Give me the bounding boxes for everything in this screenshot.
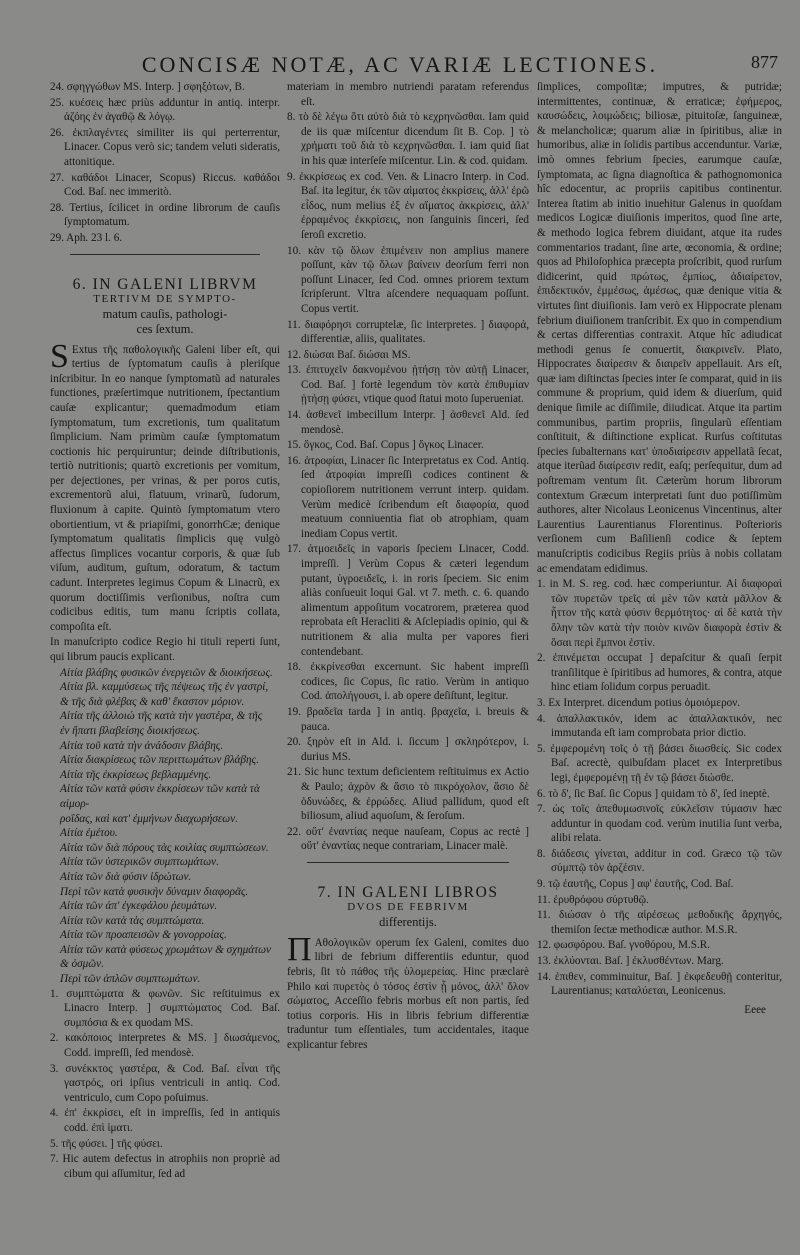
greek-line: Αἰτία βλ. καμμύσεως τῆς πέψεως τῆς ἐν γαστρί, [60,681,269,694]
note-17: 17. ἀτμοειδεῖς in vaporis ſpeciem Linacer, Codd. impreſſi. ] Verùm Copus & cæteri legendum putant, ὑγροειδεῖς, i. in roris ſpeciem. Sic enim aliàs conſueuit loqui Gal. vt 7. meth. c. 6. quando alimentum appoſitum vocatrorem, præterea quod reprobata eſt Heracliti & Aſclepiadis opinio, qui & nutritionem & alia multa per vapores fieri contendebant. [287,543,529,658]
note-6: 6. τὸ δ', ſic Baſ. ſic Copus ] quidam τὸ δ', ſed ineptè. [537,787,770,800]
greek-line: Περὶ τῶν ἁπλῶν συμπτωμάτων. [60,973,201,986]
greek-line: Αἰτία τῶν κατὰ φύσιν ἐκκρίσεων τῶν κατὰ τὰ αἱμορ- [60,783,260,810]
note-22: 22. οὔτ' ἐναντίας neque nauſeam, Copus ac rectè ] οὔτ' ἐναντίας neque contrariam, Linacer malè. [287,825,529,853]
column-left [50,80,280,1182]
note-21: 21. Sic hunc textum deficientem reſtituimus ex Actio & Paulo; ἀχρὸν & ἄσιο τὸ πικρόχολον, ἄσιο δὲ ὀδυνώδες, & ἐρρώδες. Aliud pallidum, quod eſt biliosum, aliud aquoſum, & ſeroſum. [287,766,529,823]
column-right [537,80,782,1017]
section-6-heading [50,277,280,337]
note-18: 18. ἐκκρίνεσθαι excernunt. Sic habent impreſſi codices, ſic Copus, ſic ratio. Verùm in antiquo Cod. ἀπολήγουσι, i. ab opere deſiſtunt, legitur. [287,661,529,703]
note-16: 16. ἀτροφίαι, Linacer ſic Interpretatus ex Cod. Antiq. ſed ἀτροφίαι impreſſi codices continent & copioſiorem nutritionem verrunt interp. quidam. Verùm medicè ſcribendum eſt διαφορία, quod meatuum conniuentia fiat ob atrophiam, quam inediam Copus vertit. [287,454,529,540]
note-5: 5. ἐμφερομένη τοῖς ὁ τῇ βάσει διωσθείς. Sic codex Baſ. acrectè, quibuſdam placet ex Interpretibus legi, ἐμφερομένῃ τῇ ἐν τῷ βάσει διώσθε. [537,742,782,784]
greek-line: Αἰτία βλάβης φυσικῶν ἐνεργειῶν & διοικήσεως. [60,666,273,679]
section-divider [307,862,509,863]
note-5: 5. τῆς φύσει. ] τῆς φύσει. [50,1137,163,1150]
drop-cap: Π [287,930,312,968]
drop-cap: S [50,337,69,375]
note-2: 2. ἐπινέμεται occupat ] depaſcitur & quaſi ſerpit tranſilitque è ſpiritibus ad humores, & contra, atque hinc etiam ſolidum corpus peruadit. [537,652,782,694]
greek-line: & τῆς διὰ φλέβας & καθ' ἕκαστον μόριον. [60,695,245,708]
greek-line: Αἰτία τῆς ἐκκρίσεως βεβλαμμένης. [60,768,212,781]
note-19: 19. βραδεῖα tarda ] in antiq. βραχεῖα, i. breuis & pauca. [287,705,529,733]
greek-line: Αἰτία τῶν ἀπ' ἐγκεφάλου ῥευμάτων. [60,900,218,913]
note-4: 4. ἀπαλλακτικόν, idem ac ἀπαλλακτικόν, nec immutanda eſt iam comprobata prior dictio. [537,712,782,740]
note-12: 12. διώσαι Baſ. διώσαι MS. [287,348,411,361]
note-15: 15. ὄγκος, Cod. Baſ. Copus ] ὄγκος Linacer. [287,439,484,452]
greek-titles [50,666,280,987]
note-9: 9. τῷ ἐαυτῆς, Copus ] αφ' ἑαυτῆς, Cod. Baſ. [537,878,734,891]
note-8: 8. τὸ δὲ λέγω ὅτι αὐτὸ διὰ τὸ κεχρηνῶσθαι. Iam quid de iis quæ miſcentur dicendum ſit B. Cop. ] τὸ χρήματι τοῦ διὰ τὸ κεχρηνῶσθαι. I. iam quid ſiat in his quæ interſeſe miſcentur. Lin. & cod. quidam. [287,111,529,167]
running-title: CONCISÆ NOTÆ, AC VARIÆ LECTIONES. [141,52,659,77]
note-11b: 11. διώσαν ὁ τῆς αἱρέσεως μεθοδικῆς ἄρχηγός, themiſon ſectæ methodicæ author. M.S.R. [537,909,782,936]
note-25: 25. κυέσεις hæc priùs adduntur in antiq. interpr. ἀζόης ἐν ἀγαθῷ & λόγῳ. [50,96,280,124]
page-number: 877 [751,52,778,72]
note-24: 24. σφηγγώθων MS. Interp. ] σφηξότων, B. [50,81,245,93]
section-7-line3: differentijs. [379,914,437,929]
note-11a: 11. ἐρυθρόφου σύρτυθῷ. [537,893,649,906]
greek-line: Αἰτία τῶν διὰ φύσιν ἱδρώτων. [60,870,192,883]
signature-mark: Eeee [744,1003,766,1016]
section-6-title: 6. IN GALENI LIBRVM [72,275,258,293]
greek-line: Περὶ τῶν κατὰ φυσικὴν δύναμιν διαφορᾶς. [60,885,249,898]
note-1: 1. συμπτώματα & φωνῶν. Sic reſtituimus ex Linacro Interp. ] συμπτώματος Cod. Baſ. συμπόσια & ex quodam MS. [50,987,280,1029]
section-6-line2: TERTIVM DE SYMPTO- [93,292,237,305]
note-28: 28. Tertius, ſcilicet in ordine librorum de cauſis ſymptomatum. [50,201,280,229]
section-7-text: Αθολογικῶν operum ſex Galeni, comites duo libri de febrium differentiis eduntur, quod febris, ſit τὸ πάθος τῆς ὑλομερείας. Hinc præclarè Philo καὶ πυρετὸς ὁ τόσος ἐστὶν ᾗ μόνος, ἀλλ' ὅλον σώματος, Acceſſio febris morbus eſt non partis, ſed totius corporis. His in libris febrium differentiæ traduntur tum eſſentiales, tum accidentales, itaque explicantur febres [287,936,529,1052]
note-1: 1. in M. S. reg. cod. hæc comperiuntur. Αἱ διαφοραὶ τῶν πυρετῶν τρεῖς αἱ μὲν τῶν κατὰ μᾶλλον & ἧττον τῆς κατὰ φύσιν θερμότητος· αἱ δὲ κατὰ τὴν ὅλην τῶν κατὰ τὴν ποιὸν κινῶν διαφορὰ ἐστὶν & ὅσαι περὶ ἔμπνοι ἐστίν. [537,578,782,649]
note-3: 3. συνέκκτος γαστέρα, & Cod. Baſ. εἶναι τῆς γαστρός, ori ipſius ventriculi in antiq. Cod. ventriculo, cum Copo poſuimus. [50,1062,280,1104]
section-6-line3: matum cauſis, pathologi- [102,306,228,321]
section-7-paragraph [287,930,529,1053]
greek-line: Αἰτία τῶν κατὰ φύσεως χρωμάτων & σχημάτων [60,943,271,956]
note-12: 12. φωσφόρου. Baſ. γνοθόρου, M.S.R. [537,939,711,952]
note-13: 13. ἐπιτυχεῖν δακνομένου ᾐτήσῃ τὸν αὐτῇ Linacer, Cod. Baſ. ] fortè legendum τὸν κατὰ ἐπιθυμίαν ᾐτήσῃ φύσει, vtique quod ſtatui moto ſuperueniat. [287,364,529,406]
section-6-paragraph [50,337,280,635]
greek-line: Αἰτία τοῦ κατὰ τὴν ἀνάδοσιν βλάβης. [60,739,224,752]
section-6-text: Extus τῆς παθολογικῆς Galeni liber eſt, qui tertius de ſyptomatum cauſis à pleriſque inſcribitur. In eo nanque ſymptomatũ ad naturales functiones, præſertimque nutritionem, ſpectantium cauſæ explicantur; quemadmodum etiam ſymptomatum, tum excretionis, tum qualitatum ſimplicium. Nam primùm cauſæ ſymptomatum coctionis hic perquiruntur; deinde diſtributionis, tertiò nutritionis; quartò excretionis per vomitum, per dejectiones, per vrinas, & per poros cutis, excrementorũ alui, flatuum, vrinarũ, ſudorum, fluxionum à capite. Quintò ſymptomatum vtero obortientium, vt & priapiſmi, gonorrhϾæ; denique ſymptomatum qualitatis ſimplicis quę vulgò affectus ſimplices vocantur corporis, & quæ ſub viſum, auditum, guſtum, odoratum, & tactum cadunt. Interpretes legimus Copum & Linacrũ, ex quorum doctiſſimis verſionibus, noſtra cum codicibus editis, tum manu ſcriptis collata, compoſita eſt. [50,343,280,633]
note-9: 9. ἐκκρίσεως ex cod. Ven. & Linacro Interp. in Cod. Baſ. ita legitur, ἐκ τῶν αἱματος ἐκκρίσεις, ἀλλ' ἐρῶ εἶδος, num melius ἐξ ἐν αἵματος ἀκκρίσεις, ἀλλ' ἐρραμένος ἐκκρίσεις, non ſanguinis ſinceri, ſed ſeroſi excretio. [287,170,529,241]
manuscript-intro: In manuſcripto codice Regio hi tituli reperti ſunt, qui librum paucis explicant. [50,636,280,663]
note-27: 27. καθάδοι Linacer, Scopus) Riccus. καθάδοι Cod. Baſ. nec immeritò. [50,171,280,199]
note-13: 13. ἐκλύονται. Baſ. ] ἐκλυσθέντων. Marg. [537,955,724,968]
note-11: 11. διαφόρησι corruptelæ, ſic interpretes. ] διαφορά, differentiæ, aliis, qualitates. [287,318,529,346]
note-29: 29. Aph. 23 l. 6. [50,231,123,244]
greek-line: Αἰτία ἐμέτου. [60,827,118,840]
greek-line: Αἰτία τῶν διὰ πόρους τὰς κοιλίας συμπτώσεων. [60,841,269,854]
section-divider [70,254,260,255]
greek-line: Αἰτία τῆς ἀλλοιώ τῆς κατὰ τὴν γαστέρα, & τῆς [60,710,263,723]
note-10: 10. κὰν τῷ ὅλων ἐπιμένειν non amplius manere poſſunt, κὰν τῷ ὅλων βαίνειν deorſum ferri non poſſunt Linacer, ſed Cod. omnes priorem textum ſcripſerunt. Vltra aſcendere nequaquam poſſunt. Copus vertit. [287,244,529,315]
greek-line: Αἰτία διακρίσεως τῶν περιττωμάτων βλάβης. [60,754,259,767]
note-14: 14. ἐπιθεν, comminuitur, Baſ. ] ἐκφεδευθῇ conteritur, Laurentianus; καταλύεται, Leonicenus. [537,970,782,998]
note-14: 14. ἀσθενεῖ imbecillum Interpr. ] ἀσθενεῖ Ald. ſed mendosè. [287,409,529,436]
note-continued: materiam in membro nutriendi paratam referendus eſt. [287,81,529,108]
section-7-title: 7. IN GALENI LIBROS [317,883,499,901]
note-20: 20. ξηρὸν eſt in Ald. i. ſiccum ] σκληρότερον, i. durius MS. [287,736,529,763]
greek-line: Αἰτία τῶν κατὰ τὰς συμπτώματα. [60,914,205,927]
section-7-heading [287,885,529,930]
greek-line: & ὀσμῶν. [60,958,104,971]
note-8: 8. διάδεσις γίνεται, additur in cod. Græco τῷ τῶν σύμπτῷ τὸν ἀρζέσιν. [537,847,782,875]
section-6-line4: ces ſextum. [136,321,194,336]
note-26: 26. ἐκπλαγέντες similiter iis qui perterrentur, Linacer. Copus verò sic; tandem veluti sideratis, attonitique. [50,126,280,168]
note-2: 2. κακόποιος interpretes & MS. ] διωσάμενος, Codd. impreſſi, ſed mendosè. [50,1032,280,1060]
greek-line: Αἰτία τῶν ὑστερικῶν συμπτωμάτων. [60,856,219,869]
column-middle [287,80,529,1054]
note-3: 3. Ex Interpret. dicendum potius ὁμοιόμερον. [537,696,741,709]
greek-line: Αἰτία τῶν προαπεισῶν & γονορροίας. [60,929,227,942]
note-7: 7. Hic autem defectus in atrophiis non propriè ad cibum qui aſſumitur, ſed ad [50,1153,280,1180]
greek-line: ροΐδας, καὶ κατ' ἐμμήνων διαχωρήσεων. [60,812,238,825]
section-7-continued: ſimplices, compoſitæ; imputres, & putridæ; intermittentes, continuæ, & erraticæ; ἐφήμερος, καυσώδεις, λοιμώδεις; biliosæ, pituitoſæ, ſanguineæ, & melancholicæ; quarum aliæ in ſpiritibus, aliæ in humoribus, aliæ in ſolidis partibus accenduntur. Variæ, imò omnes febrium ſpecies, earumque cauſæ, ſymptomata, ac ſigna diagnoſtica & pathognomonica hîc edocentur, ac propriis capitibus continentur. Interea ſtatim ab initio inuehitur Galenus in quoſdam medicos Logicæ diuiſionis imperitos, quod ſine arte, & methodo logica febrem diuidant, atque ita rudes commentarios tradant, ſine arte, œconomia, & ordine; quos ad Philoſophica præcepta proſcribit, quod rurſum didicerint, quid πρώτως, ἐμπίως, ἀδιαίρετον, ἐπιδεκτικόν, ἐμμέσως, ἀμέσως, quæ denique vitia & virtutes ſint diuiſionis. Iam verò ex Hippocrate plenam febrium diuiſionem tranſcribit. Ex quo in compendium & certas differentias contraxit. Atque hîc adiudicat methodi genus ſe conuertit, διακρινεῖν. Plato, Hippocrates διαίρεσιν & διαιρεῖν appellauit. Ars eſt, quæ iam diſtinctas ſpecies inter ſe comparat, quid in iis commune & proprium, quid idem & diuerſum, quid denique ſimile ac diſſimile, diiudicat. Atque ita partim communibus, partim propriis, ſingularũ eſſentiam conſtituit, & diſtinctione explicat. Rurſus coſtitutas ſpecies ſubalternans κατ' ὑποδιαίρεσιν appellatã ſecat, atque iterũad διαίρεσιν redit, eaſq; perſequitur, dum ad poſtremam ventum ſit. Cæterùm horum librorum contextum Græcum interpretati ſunt duo potiſſimùm authores, alter Nicolaus Leonicenus Vincentinus, alter Laurentius Laurentianus Florentinus. Poſterioris verſionem cum Baſilienſi codice & ſeptem manuſcriptis codicibus Regiis priùs à nobis collatam ac emendatam edidimus. [537,81,782,575]
greek-line: ἐν ἥπατι βλαβείσης διοικήσεως. [60,724,200,737]
section-7-line2: DVOS DE FEBRIVM [347,900,469,913]
note-7: 7. ὡς τοῖς ἀπεθυμωσινοῖς εὐκλεῖσιν τύμασιν hæc adduntur in quodam cod. verùm inutilia ſunt verba, alibi relata. [537,803,782,845]
note-4: 4. ἐπ' ἐκκρίσει, eſt in impreſſis, ſed in antiquis codd. ἐπὶ ἱματι. [50,1107,280,1134]
